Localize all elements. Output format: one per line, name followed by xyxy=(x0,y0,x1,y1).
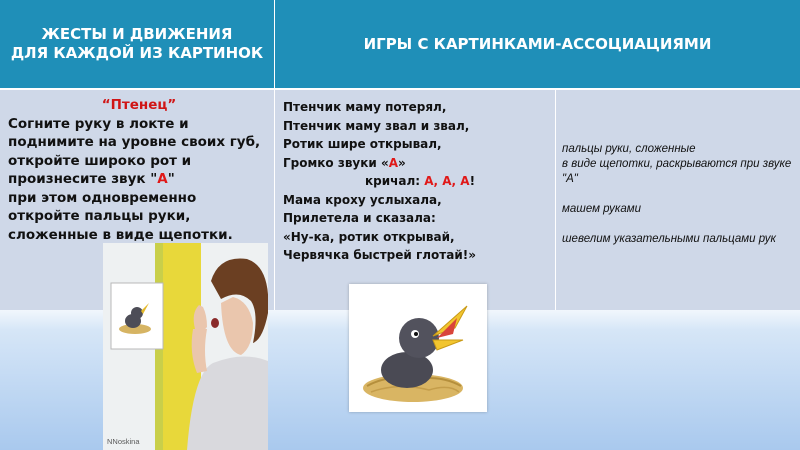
note-line: шевелим указательными пальцами рук xyxy=(562,233,776,245)
sound-letters: А, А, А xyxy=(424,174,470,188)
poem-line: Червячка быстрей глотай!» xyxy=(283,248,476,262)
notes-cell xyxy=(556,88,800,310)
poem-line xyxy=(283,172,551,191)
header-gestures-line1: ЖЕСТЫ И ДВИЖЕНИЯ xyxy=(41,25,233,43)
poem xyxy=(283,98,551,265)
header-games xyxy=(275,0,800,88)
gesture-line: откройте широко рот и xyxy=(8,152,192,169)
poem-text: Громко звуки « xyxy=(283,155,389,170)
poem-cell xyxy=(275,88,556,310)
gesture-line xyxy=(8,170,270,189)
header-gestures xyxy=(0,0,275,88)
gesture-text: произнесите звук " xyxy=(8,171,158,187)
note-line: "А" xyxy=(562,173,578,185)
poem-line: «Ну-ка, ротик открывай, xyxy=(283,229,455,244)
photo-watermark: NNoskina xyxy=(107,437,140,446)
poem-line: Птенчик маму потерял, xyxy=(283,100,447,114)
chick-illustration xyxy=(349,284,487,412)
gesture-line: Согните руку в локте и xyxy=(8,115,189,132)
gesture-title: “Птенец” xyxy=(101,97,177,113)
gesture-line: сложенные в виде щепотки. xyxy=(8,226,233,243)
movement-notes xyxy=(562,142,798,247)
header-gestures-line2: ДЛЯ КАЖДОЙ ИЗ КАРТИНОК xyxy=(10,44,264,62)
gesture-text: " xyxy=(167,171,175,187)
gesture-line: откройте пальцы руки, xyxy=(8,208,191,224)
chick-picture xyxy=(349,284,487,412)
note-line: в виде щепотки, раскрываются при звуке xyxy=(562,158,792,170)
note-line: машем руками xyxy=(562,203,642,215)
header-games-label: ИГРЫ С КАРТИНКАМИ-АССОЦИАЦИЯМИ xyxy=(363,34,712,53)
gesture-line: поднимите на уровне своих губ, xyxy=(8,134,261,150)
sound-letter: А xyxy=(157,171,168,187)
poem-line: Ротик шире открывал, xyxy=(283,137,442,151)
sound-letter: А xyxy=(388,155,399,170)
poem-line xyxy=(283,154,551,173)
teacher-illustration xyxy=(103,243,268,450)
poem-line: Мама кроху услыхала, xyxy=(283,192,442,207)
poem-text: » xyxy=(398,155,406,170)
note-line: пальцы руки, сложенные xyxy=(562,143,696,155)
gesture-instructions xyxy=(8,96,270,244)
teacher-photo xyxy=(103,243,268,450)
poem-line: Птенчик маму звал и звал, xyxy=(283,118,470,133)
poem-text: ! xyxy=(469,174,476,188)
poem-text: кричал: xyxy=(365,174,425,188)
poem-line: Прилетела и сказала: xyxy=(283,211,436,225)
gesture-line: при этом одновременно xyxy=(8,189,197,206)
